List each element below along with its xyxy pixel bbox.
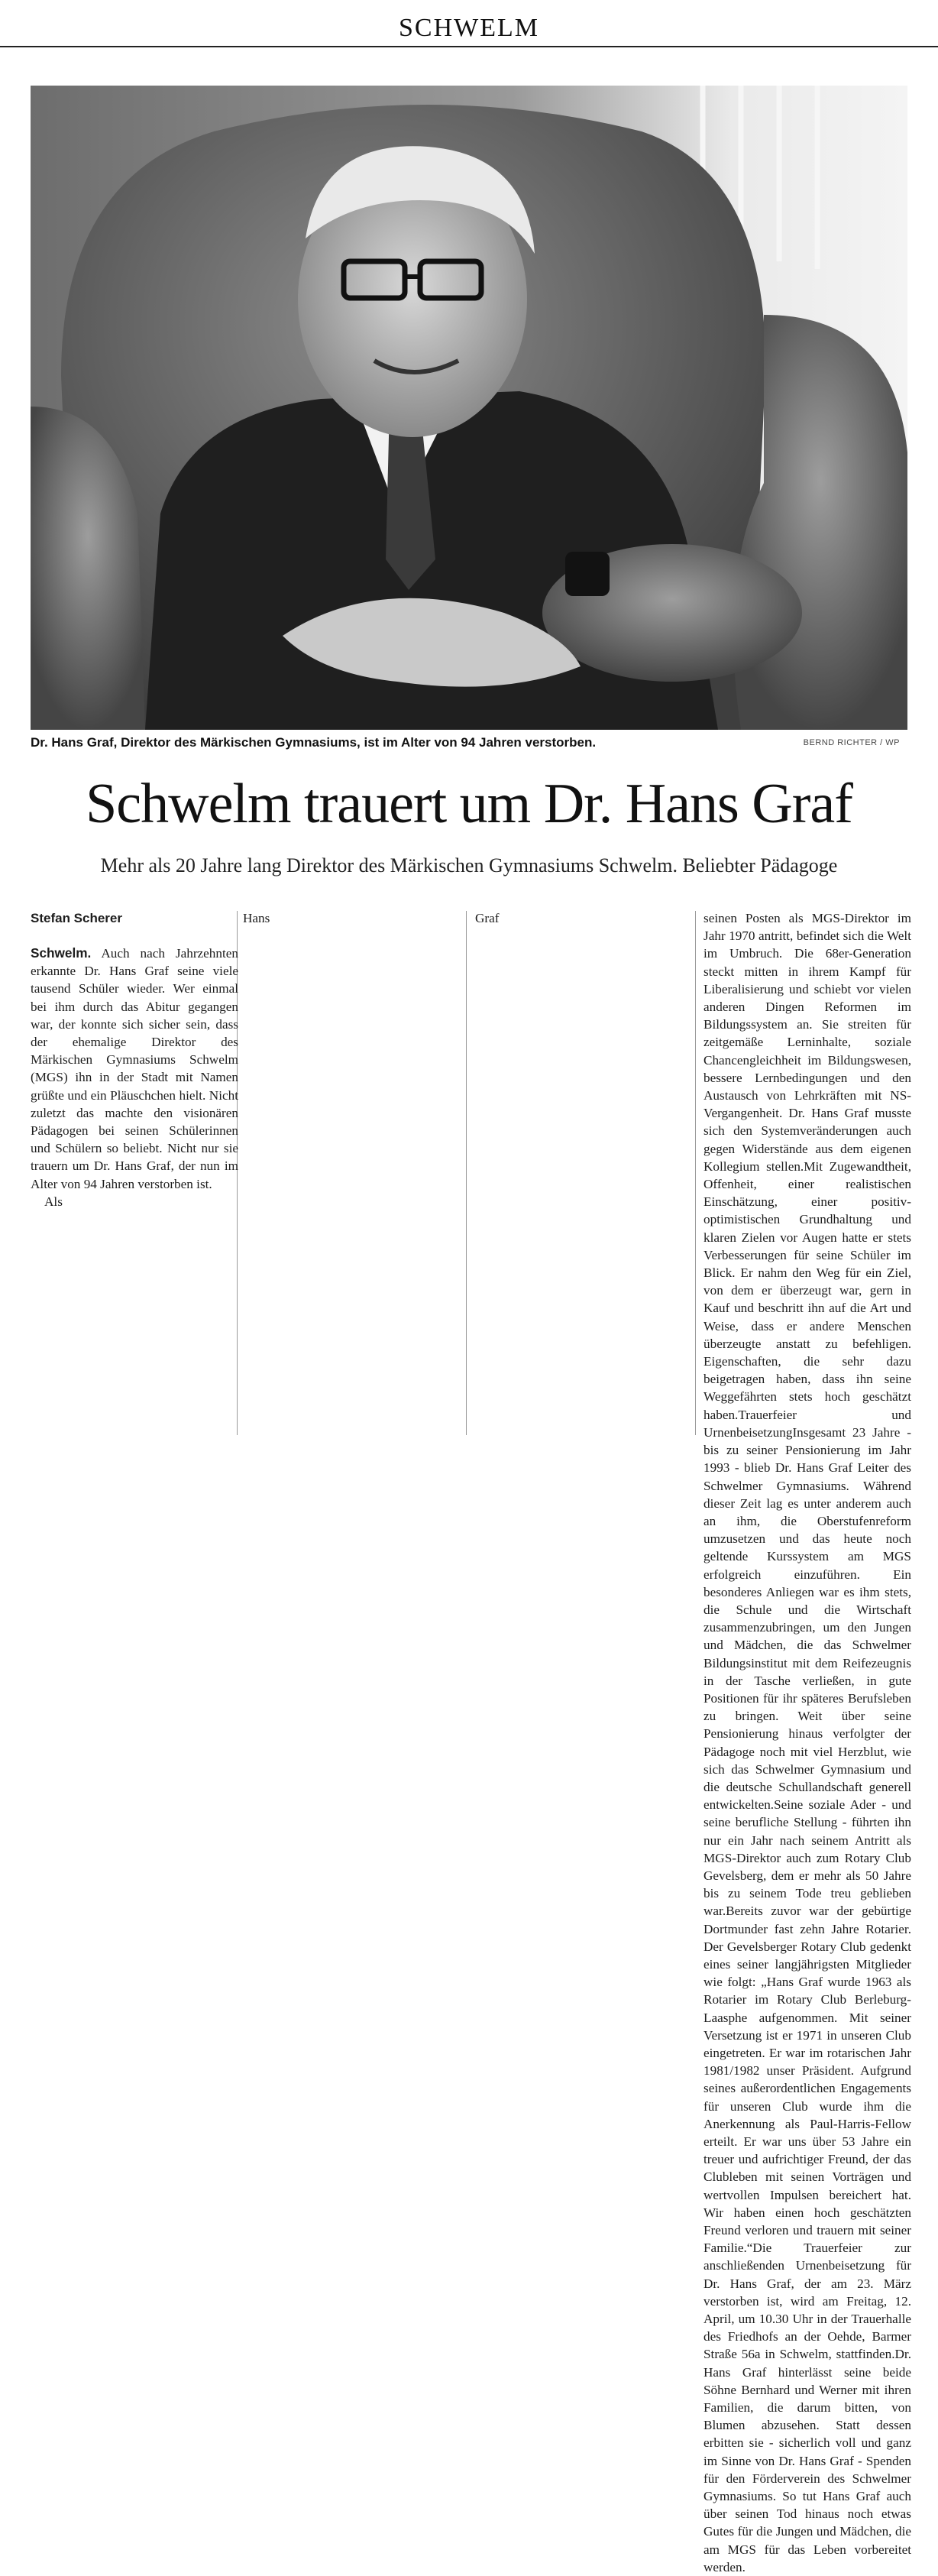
- section-title: SCHWELM: [399, 14, 539, 42]
- article-paragraph: [31, 945, 238, 1193]
- dateline: Schwelm.: [31, 945, 92, 961]
- article-column-2: Hans: [243, 911, 270, 925]
- caption-text: Dr. Hans Graf, Direktor des Märkischen Gymnasiums, ist im Alter von 94 Jahren verstorben.: [31, 735, 597, 750]
- article-paragraph-continued: seinen Posten als MGS-Direktor im Jahr 1970 antritt, befindet sich die Welt im Umbruch. Die 68er-Generation steckt mitten in ihrem Kampf für Liberalisierung und schiebt vor vielen anderen Dingen Reformen im Bildungssystem an. Sie streiten für zeitgemäße Lerninhalte, soziale Chancengleichheit im Bildungswesen, bessere Lernbedingungen und den Austausch von Lehrkräften mit NS-Vergangenheit. Dr. Hans Graf musste sich den Systemveränderungen auch gegen Widerstände aus dem eigenen Kollegium stellen.Mit Zugewandtheit, Offenheit, einer realistischen Einschätzung, einer positiv-optimistischen Grundhaltung und klaren Zielen vor Augen hatte er stets Verbesserungen für seine Schüler im Blick. Er nahm den Weg für ein Ziel, von dem er überzeugt war, gern in Kauf und beschritt ihn auf die Art und Weise, dass er andere Menschen überzeugte anstatt zu befehligen. Eigenschaften, die sehr dazu beigetragen haben, dass ihn seine Weggefährten stets hoch geschätzt haben.Trauerfeier und UrnenbeisetzungInsgesamt 23 Jahre - bis zu seiner Pensionierung im Jahr 1993 - blieb Dr. Hans Graf Leiter des Schwelmer Gymnasiums. Während dieser Zeit lag es unter anderem auch an ihm, die Oberstufenreform umzusetzen und das heute noch geltende Kurssystem am MGS erfolgreich einzuführen. Ein besonderes Anliegen war es ihm stets, die Schule und die Wirtschaft zusammenzubringen, um den Jungen und Mädchen, die das Schwelmer Bildungsinstitut mit dem Reifezeugnis in der Tasche verließen, in gute Positionen für ihr späteres Berufsleben zu bringen. Weit über seine Pensionierung hinaus verfolgter der Pädagoge noch mit viel Herzblut, wie sich das Schwelmer Gymnasium und die deutsche Schullandschaft generell entwickelten.Seine soziale Ader - und seine berufliche Stellung - führten ihn nur ein Jahr nach seinem Antritt als MGS-Direktor auch zum Rotary Club Gevelsberg, dem er mehr als 50 Jahre bis zu seinem Tode treu geblieben war.Bereits zuvor war der gebürtige Dortmunder fast zehn Jahre Rotarier. Der Gevelsberger Rotary Club gedenkt eines seiner langjährigsten Mitglieder wie folgt: „Hans Graf wurde 1963 als Rotarier im Rotary Club Berleburg-Laasphe aufgenommen. Mit seiner Versetzung ist er 1971 in unseren Club eingetreten. Er war im rotarischen Jahr 1981/1982 unser Präsident. Aufgrund seines außerordentlichen Engagements für unseren Club wurde ihm die Anerkennung als Paul-Harris-Fellow erteilt. Er war uns über 53 Jahre ein treuer und aufrichtiger Freund, der das Clubleben mit seinen Vorträgen und wertvollen Impulsen bereichert hat. Wir haben einen hoch geschätzten Freund verloren und trauern mit seiner Familie.“Die Trauerfeier zur anschließenden Urnenbeisetzung für Dr. Hans Graf, der am 23. März verstorben ist, wird am Freitag, 12. April, um 10.30 Uhr in der Trauerhalle des Friedhofs an der Oehde, Barmer Straße 56a in Schwelm, stattfinden.Dr. Hans Graf hinterlässt seine beide Söhne Bernhard und Werner mit ihren Familien, die darum bitten, von Blumen abzusehen. Statt dessen erbitten sie - sicherlich voll und ganz im Sinne von Dr. Hans Graf - Spenden für den Förderverein des Schwelmer Gymnasiums. So tut Hans Graf auch über seinen Tod hinaus noch etwas Gutes für die Jungen und Mädchen, die am MGS für das Leben vorbereitet werden.: [704, 911, 911, 2574]
- article-column-4: [704, 909, 911, 2574]
- photo-credit: BERND RICHTER / WP: [803, 738, 900, 747]
- portrait-photo: [31, 86, 907, 730]
- photo-caption: [31, 735, 907, 752]
- column-divider: [466, 911, 467, 1435]
- subheadline: Mehr als 20 Jahre lang Direktor des Märkischen Gymnasiums Schwelm. Beliebter Pädagoge: [100, 854, 838, 876]
- author-byline: Stefan Scherer: [31, 911, 122, 925]
- article-column-3: Graf: [475, 911, 500, 925]
- article-paragraph: Als: [44, 1194, 63, 1209]
- column-divider: [695, 911, 696, 1435]
- headline: Schwelm trauert um Dr. Hans Graf: [86, 773, 852, 835]
- article-column-1: [31, 909, 238, 1437]
- paragraph-text: Auch nach Jahrzehnten erkannte Dr. Hans Graf seine viele tausend Schüler wieder. Wer einmal bei ihm durch das Abitur gegangen war, der konnte sich sicher sein, dass der ehemalige Direktor des Märkischen Gymnasiums Schwelm (MGS) ihn in der Stadt mit Namen grüßte und ein Pläuschchen hielt. Nicht zuletzt das machte den visionären Pädagogen bei seinen Schülerinnen und Schülern so beliebt. Nicht nur sie trauern um Dr. Hans Graf, der nun im Alter von 94 Jahren verstorben ist.: [31, 946, 238, 1191]
- header-rule: [0, 46, 938, 47]
